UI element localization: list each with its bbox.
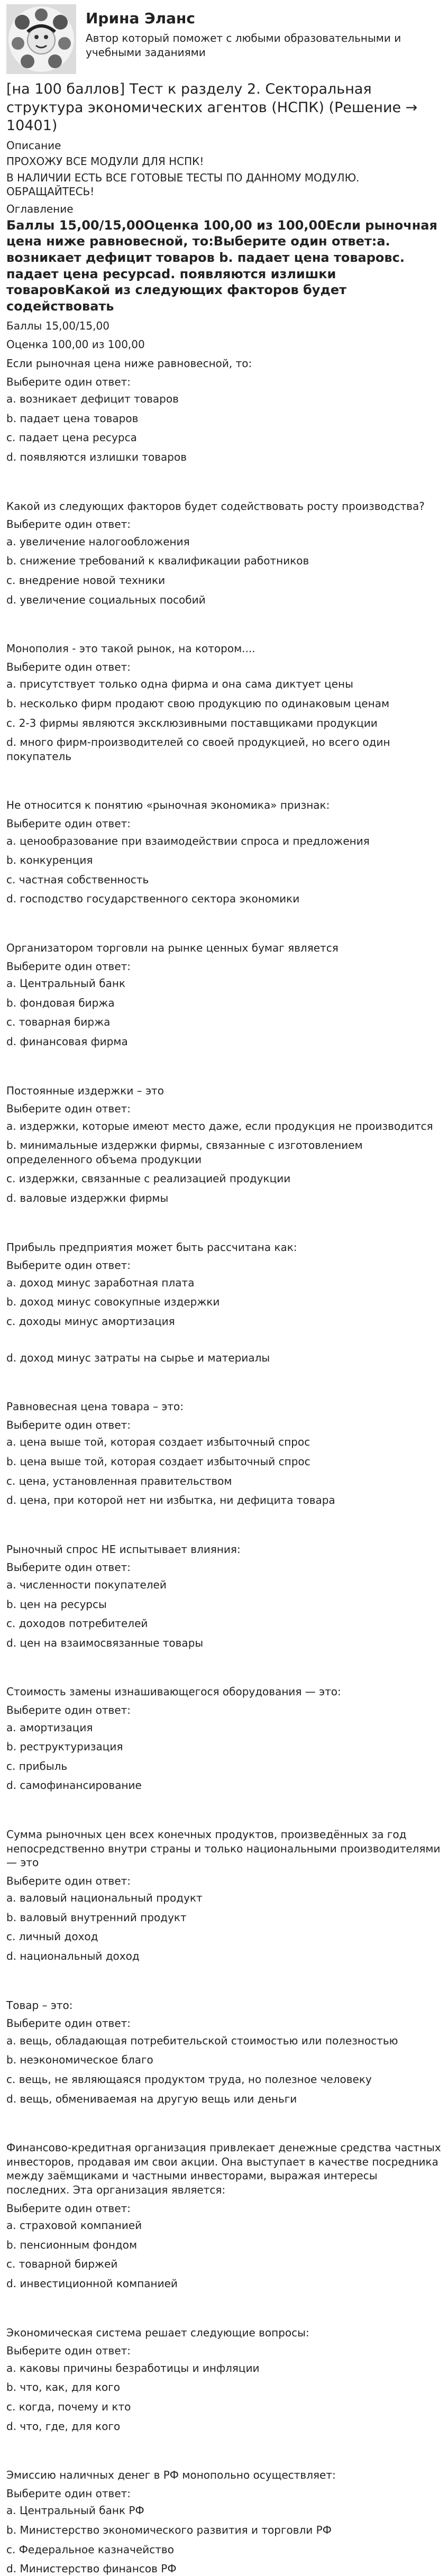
question-text: Монополия - это такой рынок, на котором.... — [6, 642, 255, 655]
question-block — [6, 2468, 442, 2576]
question-text: Равновесная цена товара – это: — [6, 1400, 184, 1413]
answer-option: b. несколько фирм продают свою продукцию по одинаковым ценам — [6, 697, 390, 710]
answer-options — [6, 1721, 442, 1793]
answer-option: d. инвестиционной компанией — [6, 2277, 178, 2290]
answer-options — [6, 1891, 442, 1963]
answer-option: d. господство государственного сектора экономики — [6, 892, 300, 906]
choose-one-label: Выберите один ответ: — [6, 960, 131, 973]
author-info — [86, 4, 442, 59]
answer-option: a. амортизация — [6, 1721, 93, 1734]
author-name[interactable]: Ирина Эланс — [86, 10, 195, 27]
toc-text: Баллы 15,00/15,00Оценка 100,00 из 100,00Если рыночная цена ниже равновесной, то:Выберите один ответ:a. возникает дефицит товаров b. падает цена товаровc. падает цена ресурсаd. появляются излишки товаровКакой из следующих факторов будет содействовать — [6, 217, 437, 314]
answer-option: c. товарной биржей — [6, 2258, 118, 2271]
question-block — [6, 2326, 442, 2458]
question-text: Организатором торговли на рынке ценных бумаг является — [6, 941, 339, 954]
answer-options — [6, 677, 442, 763]
answer-options — [6, 1578, 442, 1650]
answer-option: b. пенсионным фондом — [6, 2238, 138, 2251]
question-block — [6, 798, 442, 930]
choose-one-label: Выберите один ответ: — [6, 1703, 131, 1716]
answer-options — [6, 976, 442, 1048]
answer-options — [6, 1435, 442, 1507]
answer-option: c. внедрение новой техники — [6, 574, 166, 587]
notice-tests: В НАЛИЧИИ ЕСТЬ ВСЕ ГОТОВЫЕ ТЕСТЫ ПО ДАННОМУ МОДУЛЮ. ОБРАЩАЙТЕСЬ! — [6, 171, 360, 198]
question-gap — [6, 911, 442, 930]
answer-option: b. цена выше той, которая создает избыточный спрос — [6, 1455, 310, 1468]
question-block — [6, 1084, 442, 1230]
toc-label: Оглавление — [6, 203, 74, 216]
answer-option: c. Федеральное казначейство — [6, 2543, 174, 2556]
answer-option: a. вещь, обладающая потребительской стоимостью или полезностью — [6, 2034, 398, 2047]
answer-option: d. национальный доход — [6, 1950, 140, 1963]
answer-options — [6, 834, 442, 906]
answer-option: d. финансовая фирма — [6, 1035, 128, 1048]
answer-option: a. возникает дефицит товаров — [6, 392, 179, 406]
question-block — [6, 941, 442, 1073]
question-gap — [6, 1655, 442, 1674]
question-block — [6, 1542, 442, 1675]
question-block — [6, 1685, 442, 1817]
question-block — [6, 642, 442, 788]
answer-option: c. частная собственность — [6, 873, 149, 886]
answer-option: a. цена выше той, которая создает избыточный спрос — [6, 1436, 310, 1449]
answer-options — [6, 1119, 442, 1205]
answer-options — [6, 2361, 442, 2433]
questions-list — [6, 357, 442, 2576]
choose-one-label: Выберите один ответ: — [6, 518, 131, 531]
answer-option: c. издержки, связанные с реализацией продукции — [6, 1172, 291, 1185]
choose-one-label: Выберите один ответ: — [6, 660, 131, 673]
question-block — [6, 499, 442, 632]
question-gap — [6, 1969, 442, 1988]
answer-option: b. что, как, для кого — [6, 2381, 121, 2394]
answer-option: a. Центральный банк — [6, 977, 126, 990]
notice-modules: ПРОХОЖУ ВСЕ МОДУЛИ ДЛЯ НСПК! — [6, 155, 204, 168]
answer-option: a. численности покупателей — [6, 1578, 167, 1591]
question-gap — [6, 1211, 442, 1230]
question-block — [6, 2141, 442, 2315]
author-block — [6, 0, 442, 74]
answer-option: d. много фирм-производителей со своей продукцией, но всего один покупатель — [6, 736, 390, 763]
answer-option: d. самофинансирование — [6, 1779, 142, 1792]
answer-option: b. падает цена товаров — [6, 412, 139, 425]
choose-one-label: Выберите один ответ: — [6, 2017, 131, 2030]
answer-option: b. доход минус совокупные издержки — [6, 1295, 220, 1309]
answer-option: a. Центральный банк РФ — [6, 2504, 144, 2517]
question-gap — [6, 1370, 442, 1389]
answer-option: d. увеличение социальных пособий — [6, 593, 206, 606]
answer-option: c. доходов потребителей — [6, 1617, 148, 1630]
question-gap — [6, 612, 442, 631]
answer-option: c. падает цена ресурса — [6, 431, 137, 444]
answer-option: b. снижение требований к квалификации работников — [6, 554, 309, 568]
question-gap — [6, 1513, 442, 1532]
choose-one-label: Выберите один ответ: — [6, 2202, 131, 2215]
answer-option: b. фондовая биржа — [6, 996, 115, 1009]
question-text: Товар – это: — [6, 1998, 73, 2012]
answer-option: c. прибыль — [6, 1759, 68, 1773]
question-text: Экономическая система решает следующие вопросы: — [6, 2326, 309, 2339]
question-text: Финансово-кредитная организация привлекает денежные средства частных инвесторов, продавая им свои акции. Она выступает в качестве посредника между заёмщиками и частными инвесторами, выражая интересы последних. Эта организация является: — [6, 2141, 441, 2197]
choose-one-label: Выберите один ответ: — [6, 375, 131, 388]
choose-one-label: Выберите один ответ: — [6, 2487, 131, 2500]
question-text: Какой из следующих факторов будет содействовать росту производства? — [6, 499, 425, 513]
author-description: Автор который поможет с любыми образовательными и учебными заданиями — [86, 32, 401, 59]
answer-option: d. цена, при которой нет ни избытка, ни дефицита товара — [6, 1494, 335, 1507]
answer-option: c. вещь, не являющаяся продуктом труда, но полезное человеку — [6, 2073, 372, 2086]
answer-options — [6, 2034, 442, 2106]
answer-options — [6, 2218, 442, 2290]
answer-option: b. реструктуризация — [6, 1740, 123, 1753]
answer-option: b. неэкономическое благо — [6, 2053, 153, 2067]
choose-one-label: Выберите один ответ: — [6, 817, 131, 830]
choose-one-label: Выберите один ответ: — [6, 1259, 131, 1272]
avatar-image — [6, 4, 76, 74]
question-gap — [6, 1054, 442, 1073]
score-points: Баллы 15,00/15,00 — [6, 319, 109, 332]
question-text: Не относится к понятию «рыночная экономика» признак: — [6, 799, 330, 812]
answer-option: d. появляются излишки товаров — [6, 451, 187, 464]
answer-option: b. валовый внутренний продукт — [6, 1911, 187, 1924]
question-text: Постоянные издержки – это — [6, 1084, 164, 1097]
choose-one-label: Выберите один ответ: — [6, 1561, 131, 1574]
answer-option: c. 2-3 фирмы являются эксклюзивными поставщиками продукции — [6, 716, 378, 729]
answer-option: d. вещь, обмениваемая на другую вещь или деньги — [6, 2092, 297, 2105]
answer-options — [6, 392, 442, 464]
answer-option: a. валовый национальный продукт — [6, 1892, 203, 1905]
question-text: Стоимость замены изнашивающегося оборудования — это: — [6, 1685, 341, 1698]
answer-option: b. цен на ресурсы — [6, 1597, 107, 1611]
question-text: Сумма рыночных цен всех конечных продуктов, произведённых за год непосредственно внутри страны и только национальными производителями — это — [6, 1828, 441, 1869]
answer-option: a. ценообразование при взаимодействии спроса и предложения — [6, 834, 370, 847]
description-label: Описание — [6, 139, 61, 152]
question-gap — [6, 2438, 442, 2458]
answer-option: d. цен на взаимосвязанные товары — [6, 1636, 204, 1649]
option-gap — [6, 1334, 442, 1346]
page-title: [на 100 баллов] Тест к разделу 2. Секторальная структура экономических агентов (НСПК) (Решение → 10401) — [6, 81, 418, 134]
answer-options — [6, 1276, 442, 1365]
answer-option: a. доход минус заработная плата — [6, 1276, 195, 1289]
answer-option: d. что, где, для кого — [6, 2419, 121, 2433]
choose-one-label: Выберите один ответ: — [6, 1874, 131, 1887]
question-block — [6, 1828, 442, 1988]
choose-one-label: Выберите один ответ: — [6, 1102, 131, 1116]
choose-one-label: Выберите один ответ: — [6, 2344, 131, 2358]
answer-options — [6, 2504, 442, 2575]
answer-option: c. товарная биржа — [6, 1016, 111, 1029]
answer-option: d. валовые издержки фирмы — [6, 1192, 169, 1205]
score-grade: Оценка 100,00 из 100,00 — [6, 337, 145, 351]
answer-option: a. страховой компанией — [6, 2219, 142, 2232]
answer-option: b. минимальные издержки фирмы, связанные с изготовлением определенного объема продукции — [6, 1139, 363, 1166]
question-gap — [6, 2111, 442, 2130]
question-text: Если рыночная цена ниже равновесной, то: — [6, 357, 252, 370]
answer-options — [6, 535, 442, 607]
choose-one-label: Выберите один ответ: — [6, 1418, 131, 1431]
answer-option: d. Министерство финансов РФ — [6, 2562, 177, 2575]
question-gap — [6, 2296, 442, 2315]
answer-option: c. когда, почему и кто — [6, 2400, 131, 2413]
author-avatar[interactable] — [6, 4, 76, 74]
answer-option: a. издержки, которые имеют место даже, если продукция не производится — [6, 1119, 433, 1132]
question-block — [6, 357, 442, 489]
question-block — [6, 1998, 442, 2131]
answer-option: a. каковы причины безработицы и инфляции — [6, 2361, 260, 2374]
answer-option: a. присутствует только одна фирма и она сама диктует цены — [6, 678, 353, 691]
question-block — [6, 1240, 442, 1390]
answer-option: c. личный доход — [6, 1930, 98, 1943]
question-text: Эмиссию наличных денег в РФ монопольно осуществляет: — [6, 2469, 336, 2482]
answer-option: c. цена, установленная правительством — [6, 1474, 232, 1487]
question-text: Прибыль предприятия может быть рассчитана как: — [6, 1240, 297, 1254]
question-gap — [6, 769, 442, 788]
question-block — [6, 1400, 442, 1532]
answer-option: d. доход минус затраты на сырье и материалы — [6, 1351, 270, 1364]
question-gap — [6, 1798, 442, 1817]
answer-option: b. Министерство экономического развития и торговли РФ — [6, 2523, 332, 2536]
answer-option: b. конкуренция — [6, 854, 93, 867]
answer-option: c. доходы минус амортизация — [6, 1315, 175, 1328]
answer-option: a. увеличение налогообложения — [6, 535, 190, 548]
question-gap — [6, 470, 442, 489]
question-text: Рыночный спрос НЕ испытывает влияния: — [6, 1542, 241, 1556]
